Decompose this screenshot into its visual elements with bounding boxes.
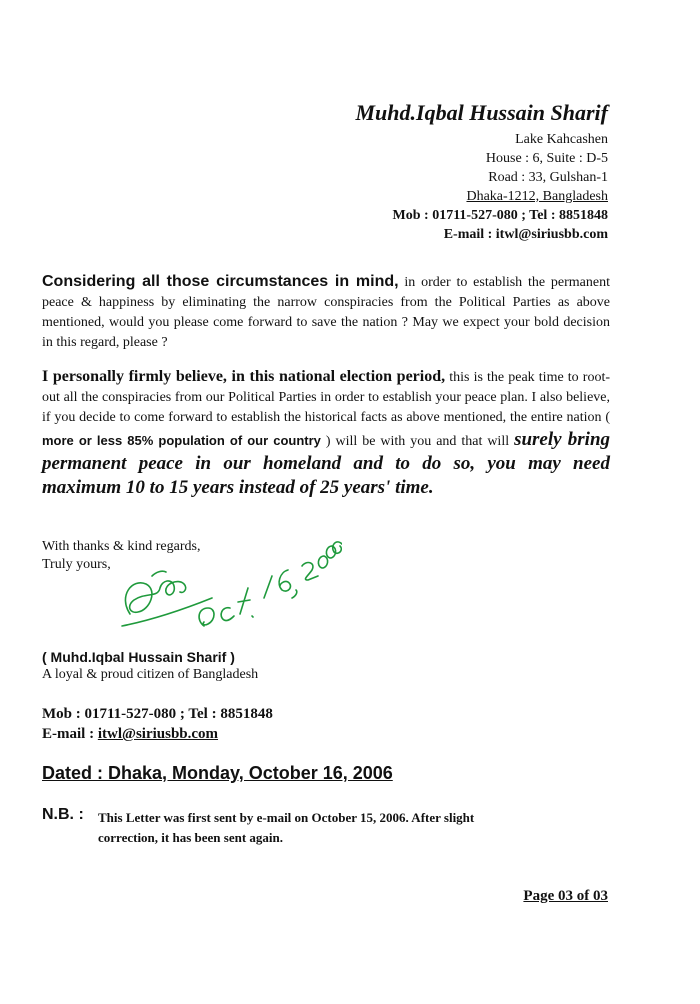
address-line-4: Dhaka-1212, Bangladesh — [466, 189, 608, 204]
closing-line-1: With thanks & kind regards, — [42, 539, 201, 554]
nb-label: N.B. : — [42, 806, 84, 823]
paragraph-1 — [42, 272, 610, 353]
date-line: Dated : Dhaka, Monday, October 16, 2006 — [42, 763, 393, 783]
paragraph-2-lead: I personally firmly believe, in this national election period, — [42, 368, 446, 385]
page-number: Page 03 of 03 — [523, 888, 608, 904]
handwritten-signature — [112, 526, 342, 646]
nb-line-1: This Letter was first sent by e-mail on October 15, 2006. After slight — [98, 810, 475, 825]
paragraph-2-text-2: ) will be with you and that will — [320, 434, 515, 449]
paragraph-2-emphasis: surely bring permanent peace in our homeland and to do so, you may need maximum 10 to 15 years instead of 25 years' time. — [42, 429, 611, 498]
nb-line-2: correction, it has been sent again. — [98, 830, 283, 845]
paragraph-2-population: more or less 85% population of our country — [42, 433, 321, 448]
letterhead — [356, 100, 609, 244]
footer-email-label: E-mail : — [42, 726, 98, 742]
footer-email — [42, 724, 273, 744]
signer-title: A loyal & proud citizen of Bangladesh — [42, 667, 259, 682]
paragraph-1-text: in order to establish the permanent peace & happiness by eliminating the narrow conspiracies from the Political Parties as above mentioned, would you please come forward to save the nation ? May we expect your bold decision in this regard, please ? — [42, 275, 611, 350]
footer-email-link[interactable]: itwl@siriusbb.com — [97, 726, 219, 742]
header-phone: Mob : 01711-527-080 ; Tel : 8851848 — [392, 208, 608, 223]
signer-block — [42, 648, 258, 684]
address-line-3: Road : 33, Gulshan-1 — [488, 170, 608, 185]
signer-name: ( Muhd.Iqbal Hussain Sharif ) — [42, 649, 235, 665]
paragraph-2 — [42, 367, 610, 500]
paragraph-2-text-1: this is the peak time to root-out all the conspiracies from our Political Parties in order to establish your peace plan. I also believe, if you decide to come forward to establish the historical facts as above mentioned, the entire nation ( — [42, 370, 610, 425]
sender-name: Muhd.Iqbal Hussain Sharif — [355, 100, 608, 125]
address-line-1: Lake Kahcashen — [515, 132, 608, 147]
header-email: E-mail : itwl@siriusbb.com — [443, 227, 608, 242]
nb-text — [98, 808, 608, 848]
closing-line-2: Truly yours, — [42, 557, 111, 572]
paragraph-1-lead: Considering all those circumstances in mind, — [42, 273, 399, 290]
address-line-2: House : 6, Suite : D-5 — [485, 151, 608, 166]
footer-phone: Mob : 01711-527-080 ; Tel : 8851848 — [42, 706, 273, 722]
footer-contact — [42, 704, 273, 744]
